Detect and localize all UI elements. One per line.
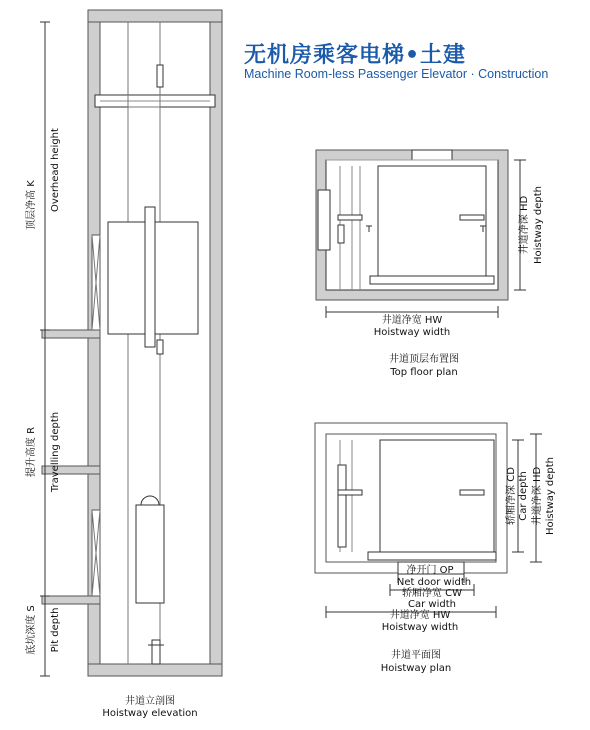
- top-floor-caption-en: Top floor plan: [390, 367, 458, 378]
- pit-label-zh: 底坑深度 S: [26, 605, 37, 655]
- page-title: 无机房乘客电梯•土建: [244, 43, 467, 68]
- plan-caption-en: Hoistway plan: [380, 663, 452, 674]
- plan-cd-label-zh: 轿厢净深 CD: [506, 467, 517, 525]
- plan-hw-label-zh: 井道净宽 HW: [389, 610, 451, 621]
- overhead-label-zh: 顶层净高 K: [26, 180, 37, 230]
- plan-cw-label-zh: 轿厢净宽 CW: [401, 588, 463, 599]
- top-floor-plan: [316, 150, 526, 318]
- plan-op-label-zh: 净开门 OP: [406, 565, 454, 576]
- elevation-caption-en: Hoistway elevation: [102, 708, 198, 719]
- overhead-label-en: Overhead height: [50, 128, 61, 212]
- hoistway-elevation: [40, 10, 222, 676]
- top-hd-label-zh: 井道净深 HD: [519, 195, 530, 255]
- top-floor-caption-zh: 井道顶层布置图: [389, 354, 459, 365]
- plan-hd-label-en: Hoistway depth: [545, 456, 556, 536]
- top-hd-label-en: Hoistway depth: [533, 185, 544, 265]
- travel-label-en: Travelling depth: [50, 411, 61, 493]
- plan-cw-label-en: Car width: [408, 599, 456, 610]
- page-subtitle: Machine Room-less Passenger Elevator · Construction: [244, 67, 549, 81]
- plan-hw-label-en: Hoistway width: [381, 622, 459, 633]
- plan-caption-zh: 井道平面图: [391, 650, 441, 661]
- top-hw-label-zh: 井道净宽 HW: [381, 315, 443, 326]
- elevation-caption-zh: 井道立剖图: [125, 696, 175, 707]
- plan-op-label-en: Net door width: [396, 577, 472, 588]
- pit-label-en: Pit depth: [50, 607, 61, 653]
- travel-label-zh: 提升高度 R: [26, 426, 37, 478]
- top-hw-label-en: Hoistway width: [373, 327, 451, 338]
- plan-hd-label-zh: 井道净深 HD: [532, 466, 543, 526]
- plan-cd-label-en: Car depth: [518, 471, 529, 521]
